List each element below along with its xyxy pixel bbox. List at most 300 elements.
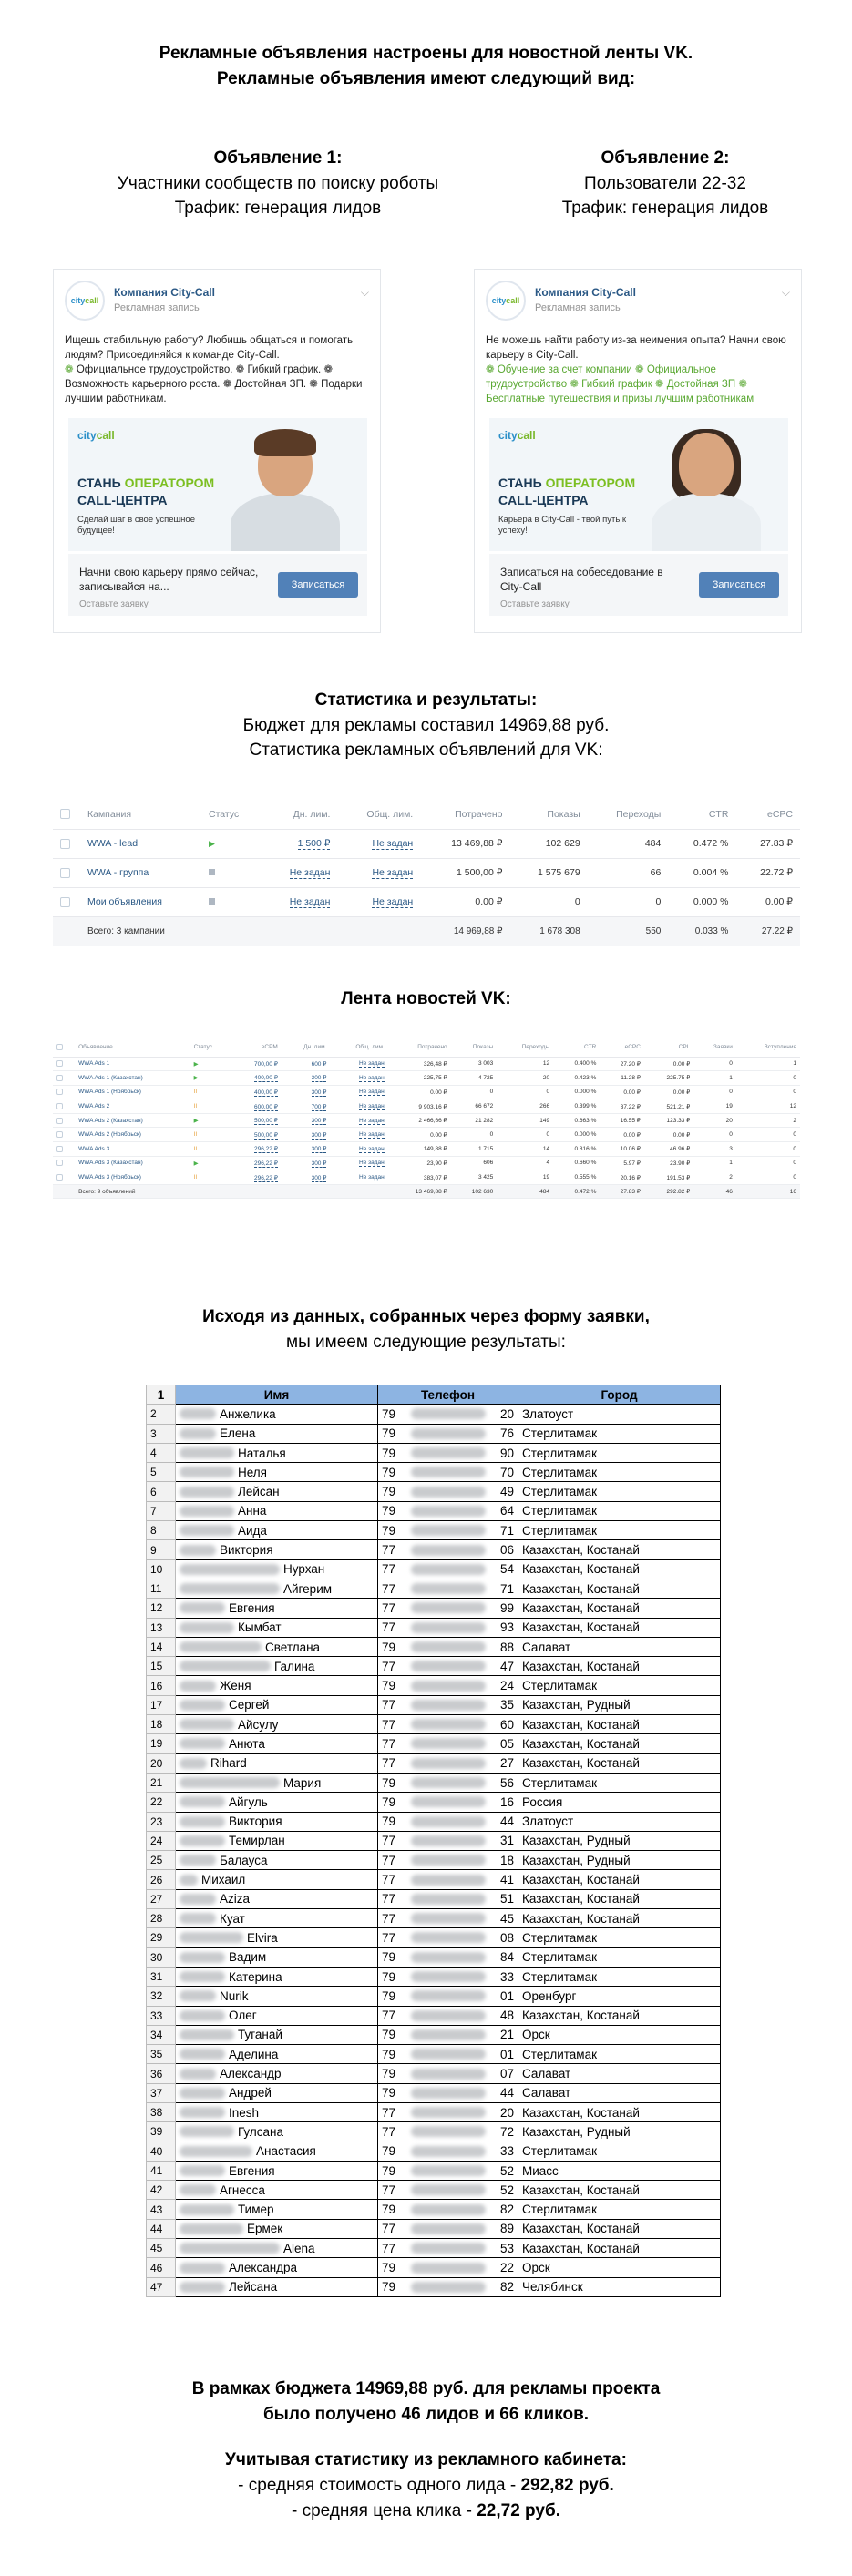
- table-row: [147, 2122, 721, 2142]
- row-number: 44: [147, 2219, 176, 2238]
- redacted-surname: [180, 1932, 243, 1943]
- ad-2-header: [469, 146, 852, 220]
- row-number: 2: [147, 1405, 176, 1424]
- feed-cell[interactable]: Не задан: [359, 1117, 385, 1124]
- feed-cell: 1: [729, 1160, 733, 1167]
- lead-city: Казахстан, Костанай: [518, 2006, 721, 2025]
- feed-cell: 123.33 ₽: [666, 1118, 691, 1125]
- feed-col-header[interactable]: Переходы: [497, 1038, 553, 1057]
- col-ctr[interactable]: CTR: [668, 800, 735, 829]
- cta-text: Начни свою карьеру прямо сейчас, записывайся на...: [79, 566, 259, 593]
- play-icon[interactable]: ▶: [193, 1118, 199, 1125]
- feed-cell[interactable]: WWA Ads 3 (Ноябрьск): [78, 1174, 141, 1181]
- feed-cell: 37.22 ₽: [620, 1103, 641, 1110]
- feed-col-header[interactable]: CPL: [644, 1038, 693, 1057]
- campaign-link[interactable]: WWA - lead: [87, 838, 139, 849]
- day-limit-value[interactable]: 1 500 ₽: [297, 838, 331, 849]
- table-row: [147, 2045, 721, 2064]
- feed-col-header[interactable]: еCPM: [231, 1038, 281, 1057]
- feed-cell: 1: [793, 1060, 796, 1068]
- row-number: 45: [147, 2239, 176, 2258]
- table-row[interactable]: [53, 858, 800, 887]
- row-number: 37: [147, 2083, 176, 2102]
- redacted-surname: [180, 1719, 234, 1730]
- total-clicks: 550: [588, 916, 669, 946]
- feed-cell[interactable]: 300 ₽: [311, 1160, 327, 1167]
- total-limit-value[interactable]: Не задан: [372, 867, 414, 878]
- total-ecpc: 27.22 ₽: [735, 916, 800, 946]
- feed-cell[interactable]: 400,00 ₽: [254, 1075, 278, 1082]
- table-row[interactable]: [53, 887, 800, 916]
- city-call-logo[interactable]: citycall: [486, 281, 526, 321]
- table-row[interactable]: [53, 1170, 800, 1185]
- table-row[interactable]: [53, 1128, 800, 1142]
- row-number: 22: [147, 1793, 176, 1812]
- feed-cell[interactable]: 700 ₽: [311, 1103, 327, 1110]
- lead-phone: 77 47: [382, 1659, 514, 1673]
- table-row: [147, 2142, 721, 2161]
- lead-phone: 77 60: [382, 1717, 514, 1732]
- feed-cell[interactable]: 296,22 ₽: [254, 1160, 278, 1167]
- feed-cell[interactable]: 500,00 ₽: [254, 1118, 278, 1125]
- ad-1-audience: Участники сообществ по поиску роботы: [117, 174, 439, 193]
- play-icon[interactable]: ▶: [193, 1060, 199, 1068]
- row-checkbox[interactable]: [56, 1174, 63, 1181]
- lead-phone: 77 27: [382, 1756, 514, 1771]
- table-row[interactable]: [53, 1142, 800, 1157]
- pause-icon[interactable]: II: [193, 1103, 198, 1110]
- lead-city: Оренбург: [518, 1987, 721, 2006]
- lead-name: Мария: [283, 1775, 322, 1790]
- feed-cell: 4 725: [478, 1074, 494, 1081]
- vk-ad-text: [65, 333, 369, 406]
- lead-city: Челябинск: [518, 2277, 721, 2296]
- campaign-link[interactable]: WWA - группа: [87, 867, 149, 878]
- row-number: 23: [147, 1812, 176, 1831]
- row-number: 34: [147, 2025, 176, 2044]
- lead-city: Казахстан, Костанай: [518, 2102, 721, 2121]
- feed-cell[interactable]: WWA Ads 1 (Ноябрьск): [78, 1089, 141, 1096]
- row-checkbox[interactable]: [60, 897, 70, 907]
- row-checkbox[interactable]: [56, 1075, 63, 1081]
- table-row[interactable]: [53, 829, 800, 858]
- feed-cell[interactable]: 300 ₽: [311, 1075, 327, 1082]
- paused-icon[interactable]: [209, 898, 215, 905]
- feed-cell[interactable]: WWA Ads 2: [78, 1103, 110, 1110]
- feed-cell: 0.423 %: [574, 1074, 597, 1081]
- total-spent: 14 969,88 ₽: [420, 916, 509, 946]
- table-row: [147, 1482, 721, 1501]
- total-limit-value[interactable]: Не задан: [372, 896, 414, 907]
- cell-ctr: 0.004 %: [668, 858, 735, 887]
- cell-spent: 0.00 ₽: [420, 887, 509, 916]
- feed-cell[interactable]: 600 ₽: [311, 1060, 327, 1068]
- lead-name: Агнесса: [220, 2182, 265, 2197]
- table-row: [147, 2239, 721, 2258]
- table-row: [147, 1793, 721, 1812]
- redacted-phone: [411, 1467, 486, 1477]
- table-row: [147, 1521, 721, 1540]
- row-number: 15: [147, 1657, 176, 1676]
- redacted-surname: [180, 1835, 225, 1846]
- ad-2-title: Объявление 2:: [601, 148, 730, 168]
- redacted-phone: [411, 1622, 486, 1633]
- feed-cell[interactable]: Не задан: [359, 1074, 385, 1081]
- feed-cell[interactable]: WWA Ads 2 (Казахстан): [78, 1117, 143, 1124]
- lead-name: Светлана: [265, 1640, 321, 1654]
- feed-cell[interactable]: 296,22 ₽: [254, 1146, 278, 1153]
- row-checkbox[interactable]: [60, 839, 70, 849]
- select-all-checkbox[interactable]: [60, 809, 70, 819]
- feed-heading: Лента новостей VK:: [341, 989, 511, 1008]
- feed-cell[interactable]: Не задан: [359, 1103, 385, 1110]
- ad-1-header: [82, 146, 474, 220]
- lead-city: Стерлитамак: [518, 1443, 721, 1462]
- table-row[interactable]: [53, 1085, 800, 1099]
- row-number: 25: [147, 1851, 176, 1870]
- col-total-limit[interactable]: Общ. лим.: [337, 800, 420, 829]
- row-checkbox[interactable]: [56, 1089, 63, 1095]
- table-row: [147, 1599, 721, 1618]
- vk-ad-header: [65, 281, 369, 322]
- feed-cell: 0.00 ₽: [623, 1089, 641, 1096]
- feed-total-cell: 0.472 %: [553, 1184, 600, 1199]
- row-checkbox[interactable]: [56, 1060, 63, 1067]
- redacted-surname: [180, 2223, 243, 2234]
- play-icon[interactable]: ▶: [193, 1160, 199, 1167]
- feed-cell[interactable]: Не задан: [359, 1089, 385, 1096]
- leads-heading-block: [0, 1304, 852, 1354]
- redacted-phone: [411, 1525, 486, 1536]
- feed-cell[interactable]: 600,00 ₽: [254, 1103, 278, 1110]
- feed-total-cell: Всего: 9 объявлений: [75, 1184, 190, 1199]
- cell-shows: 1 575 679: [509, 858, 587, 887]
- feed-total-cell: 46: [693, 1184, 736, 1199]
- lead-phone: 77 51: [382, 1892, 514, 1906]
- pause-icon[interactable]: II: [193, 1131, 198, 1139]
- feed-cell[interactable]: WWA Ads 3 (Казахстан): [78, 1160, 143, 1167]
- cell-clicks: 66: [588, 858, 669, 887]
- feed-cell: 191.53 ₽: [666, 1174, 691, 1181]
- feed-cell[interactable]: 500,00 ₽: [254, 1131, 278, 1139]
- ad-2-audience: Пользователи 22-32: [584, 174, 746, 193]
- redacted-surname: [180, 2088, 225, 2099]
- feed-cell: 2: [793, 1117, 796, 1124]
- pause-icon[interactable]: II: [193, 1145, 198, 1152]
- redacted-surname: [180, 1661, 271, 1671]
- table-row: [147, 2258, 721, 2277]
- col-shows[interactable]: Показы: [509, 800, 587, 829]
- feed-cell: 21 282: [475, 1117, 494, 1124]
- vk-company-name[interactable]: Компания City-Call: [535, 286, 636, 299]
- total-shows: 1 678 308: [509, 916, 587, 946]
- vk-ad-banner[interactable]: [489, 418, 788, 551]
- cell-shows: 102 629: [509, 829, 587, 858]
- lead-phone: 77 45: [382, 1911, 514, 1926]
- play-icon[interactable]: ▶: [193, 1075, 199, 1082]
- redacted-phone: [411, 1932, 486, 1943]
- row-checkbox[interactable]: [60, 868, 70, 878]
- redacted-phone: [411, 1719, 486, 1730]
- table-row: [147, 1676, 721, 1695]
- lead-city: Казахстан, Костанай: [518, 1715, 721, 1734]
- chevron-down-icon[interactable]: ⌵: [781, 286, 790, 299]
- lead-phone: 79 82: [382, 2203, 514, 2217]
- lead-name: Айгуль: [229, 1794, 268, 1809]
- row-number: 17: [147, 1695, 176, 1714]
- redacted-surname: [180, 1855, 216, 1866]
- lead-name: Александр: [220, 2067, 282, 2081]
- feed-col-header[interactable]: Заявки: [693, 1038, 736, 1057]
- row-number: 20: [147, 1753, 176, 1773]
- redacted-phone: [411, 2282, 486, 2293]
- vk-company-name[interactable]: Компания City-Call: [114, 286, 215, 299]
- col-campaign[interactable]: Кампания: [80, 800, 201, 829]
- feed-cell[interactable]: Не задан: [359, 1160, 385, 1167]
- operator-photo: [652, 433, 761, 551]
- redacted-phone: [411, 1758, 486, 1769]
- feed-cell[interactable]: 300 ₽: [311, 1118, 327, 1125]
- lead-name: Гулсана: [238, 2124, 283, 2139]
- pause-icon[interactable]: II: [193, 1089, 198, 1096]
- feed-cell: 1: [729, 1074, 733, 1081]
- feed-col-header[interactable]: Потрачено: [388, 1038, 451, 1057]
- lead-name: Катерина: [229, 1969, 282, 1984]
- row-number: 16: [147, 1676, 176, 1695]
- feed-cell[interactable]: 300 ₽: [311, 1174, 327, 1181]
- stats-budget: Бюджет для рекламы составил 14969,88 руб.: [242, 716, 610, 735]
- day-limit-value[interactable]: Не задан: [289, 896, 331, 907]
- feed-cell: 0: [793, 1131, 796, 1139]
- feed-cell[interactable]: WWA Ads 1 (Казахстан): [78, 1074, 143, 1081]
- lead-phone: 79 44: [382, 2086, 514, 2101]
- col-ecpc[interactable]: eCPC: [735, 800, 800, 829]
- redacted-phone: [411, 2223, 486, 2234]
- lead-name: Александра: [229, 2261, 298, 2274]
- redacted-phone: [411, 1487, 486, 1498]
- feed-total-cell: [231, 1184, 281, 1199]
- row-checkbox[interactable]: [56, 1103, 63, 1109]
- table-row: [147, 2219, 721, 2238]
- signup-button[interactable]: Записаться: [699, 572, 779, 598]
- redacted-surname: [180, 1758, 207, 1769]
- feed-cell: 10.06 ₽: [620, 1146, 641, 1153]
- banner-subtitle: Карьера в City-Call - твой путь к успеху!: [498, 515, 627, 536]
- feed-cell[interactable]: 300 ₽: [311, 1131, 327, 1139]
- lead-city: Стерлитамак: [518, 1676, 721, 1695]
- feed-cell[interactable]: 296,22 ₽: [254, 1174, 278, 1181]
- lead-city: Салават: [518, 1637, 721, 1656]
- vk-ad-banner[interactable]: [68, 418, 367, 551]
- redacted-phone: [411, 1447, 486, 1458]
- leads-heading-2: мы имеем следующие результаты:: [286, 1333, 566, 1352]
- lead-city: Казахстан, Костанай: [518, 2239, 721, 2258]
- feed-cell[interactable]: Не задан: [359, 1131, 385, 1139]
- table-row[interactable]: [53, 1113, 800, 1128]
- stats-subtitle: Статистика рекламных объявлений для VK:: [249, 741, 603, 760]
- lead-phone: 77 08: [382, 1930, 514, 1945]
- row-checkbox[interactable]: [56, 1160, 63, 1166]
- feed-total-cell: 16: [736, 1184, 800, 1199]
- feed-cell[interactable]: WWA Ads 2 (Ноябрьск): [78, 1131, 141, 1139]
- lead-phone: 77 53: [382, 2241, 514, 2255]
- feed-col-header[interactable]: CTR: [553, 1038, 600, 1057]
- redacted-phone: [411, 1661, 486, 1671]
- lead-city: Казахстан, Костанай: [518, 1618, 721, 1637]
- col-spent[interactable]: Потрачено: [420, 800, 509, 829]
- feed-cell: 5.97 ₽: [623, 1160, 641, 1167]
- table-row[interactable]: [53, 1099, 800, 1114]
- feed-cell[interactable]: 700,00 ₽: [254, 1060, 278, 1068]
- summary-line-3: Учитывая статистику из рекламного кабинета:: [225, 2450, 627, 2469]
- feed-col-header[interactable]: Показы: [451, 1038, 498, 1057]
- row-checkbox[interactable]: [56, 1118, 63, 1124]
- vk-ad-text-2: Официальное трудоустройство. ❁ Гибкий график. ❁ Возможность карьерного роста. ❁ Достойная ЗП. ❁ Подарки лучшим работникам.: [65, 364, 363, 404]
- table-total-row: [53, 1184, 800, 1199]
- lead-city: Стерлитамак: [518, 1773, 721, 1792]
- feed-cell[interactable]: 300 ₽: [311, 1146, 327, 1153]
- feed-cell: 23,90 ₽: [426, 1160, 447, 1167]
- feed-cell: 19: [542, 1174, 550, 1181]
- total-limit-value[interactable]: Не задан: [372, 838, 414, 849]
- feed-cell[interactable]: WWA Ads 3: [78, 1145, 110, 1152]
- paused-icon[interactable]: [209, 869, 215, 875]
- feed-col-header[interactable]: Общ. лим.: [330, 1038, 387, 1057]
- lead-phone: 79 01: [382, 1988, 514, 2003]
- col-day-limit[interactable]: Дн. лим.: [262, 800, 338, 829]
- col-clicks[interactable]: Переходы: [588, 800, 669, 829]
- lead-name: Елена: [220, 1426, 256, 1441]
- table-row[interactable]: [53, 1057, 800, 1071]
- col-phone: Телефон: [378, 1385, 518, 1405]
- lead-city: Казахстан, Костанай: [518, 1599, 721, 1618]
- feed-total-cell: 27.83 ₽: [600, 1184, 644, 1199]
- row-number: 47: [147, 2277, 176, 2296]
- lead-city: Казахстан, Костанай: [518, 1734, 721, 1753]
- feed-cell: 20: [725, 1117, 733, 1124]
- cell-ctr: 0.000 %: [668, 887, 735, 916]
- table-row: [147, 1812, 721, 1831]
- row-checkbox[interactable]: [56, 1146, 63, 1152]
- feed-cell: 0.663 %: [574, 1117, 597, 1124]
- feed-cell[interactable]: Не задан: [359, 1174, 385, 1181]
- table-row: [147, 1559, 721, 1579]
- redacted-phone: [411, 1681, 486, 1692]
- row-number: 43: [147, 2200, 176, 2219]
- table-row: [147, 1947, 721, 1967]
- lead-city: Орск: [518, 2025, 721, 2044]
- feed-cell: 0.00 ₽: [672, 1060, 691, 1068]
- campaign-link[interactable]: Мои объявления: [87, 896, 162, 907]
- select-all-checkbox[interactable]: [56, 1044, 63, 1050]
- redacted-surname: [180, 1583, 280, 1594]
- lead-phone: 79 56: [382, 1775, 514, 1790]
- intro-block: [0, 41, 852, 92]
- summary-line-1: В рамках бюджета 14969,88 руб. для рекламы проекта: [191, 2379, 661, 2398]
- vk-ad-text-1: Не можешь найти работу из-за неимения опыта? Начни свою карьеру в City-Call.: [486, 335, 786, 361]
- redacted-surname: [180, 2282, 225, 2293]
- vk-record-label: Рекламная запись: [535, 302, 621, 313]
- lead-phone: 79 82: [382, 2280, 514, 2295]
- table-row: [147, 1753, 721, 1773]
- row-checkbox[interactable]: [56, 1131, 63, 1138]
- row-number: 24: [147, 1831, 176, 1850]
- row-number: 6: [147, 1482, 176, 1501]
- cta-text: Записаться на собеседование в City-Call: [500, 566, 663, 593]
- feed-cell[interactable]: WWA Ads 1: [78, 1060, 110, 1068]
- banner-logo: citycall: [498, 429, 536, 442]
- feed-col-header[interactable]: Статус: [190, 1038, 232, 1057]
- feed-cell: 12: [789, 1103, 796, 1110]
- banner-subtitle: Сделай шаг в свое успешное будущее!: [77, 515, 195, 536]
- lead-name: Михаил: [201, 1873, 246, 1887]
- feed-cell: 3 003: [478, 1060, 494, 1068]
- table-row[interactable]: [53, 1071, 800, 1086]
- lead-city: Стерлитамак: [518, 1521, 721, 1540]
- feed-cell[interactable]: Не задан: [359, 1060, 385, 1068]
- feed-total-cell: [330, 1184, 387, 1199]
- signup-button[interactable]: Записаться: [278, 572, 358, 598]
- col-name: Имя: [176, 1385, 378, 1405]
- leads-table: [146, 1385, 721, 2297]
- redacted-surname: [180, 2263, 225, 2274]
- feed-col-header[interactable]: eCPC: [600, 1038, 644, 1057]
- feed-cell[interactable]: 300 ₽: [311, 1089, 327, 1096]
- lead-city: Стерлитамак: [518, 1947, 721, 1967]
- leads-heading-1: Исходя из данных, собранных через форму заявки,: [202, 1307, 650, 1326]
- feed-col-header[interactable]: Объявление: [75, 1038, 190, 1057]
- feed-cell: 14: [542, 1145, 550, 1152]
- table-row: [147, 1967, 721, 1986]
- play-icon[interactable]: ▶: [209, 839, 215, 848]
- redacted-phone: [411, 1408, 486, 1419]
- city-call-logo[interactable]: citycall: [65, 281, 105, 321]
- col-status[interactable]: Статус: [201, 800, 262, 829]
- redacted-surname: [180, 2243, 280, 2254]
- ad-1-traffic: Трафик: генерация лидов: [174, 199, 382, 218]
- redacted-surname: [180, 2126, 234, 2137]
- feed-cell: 0: [489, 1131, 494, 1139]
- feed-cell[interactable]: 400,00 ₽: [254, 1089, 278, 1096]
- table-row[interactable]: [53, 1156, 800, 1170]
- chevron-down-icon[interactable]: ⌵: [360, 286, 369, 299]
- lead-city: Казахстан, Костанай: [518, 1579, 721, 1598]
- table-header-row: [53, 800, 800, 829]
- redacted-surname: [180, 1875, 198, 1886]
- redacted-surname: [180, 2204, 234, 2215]
- feed-cell[interactable]: Не задан: [359, 1145, 385, 1152]
- day-limit-value[interactable]: Не задан: [289, 867, 331, 878]
- table-row: [147, 1831, 721, 1850]
- redacted-surname: [180, 1467, 234, 1477]
- feed-cell: 66 672: [475, 1103, 494, 1110]
- feed-col-header[interactable]: Вступления: [736, 1038, 800, 1057]
- feed-cell: 1 715: [478, 1145, 494, 1152]
- table-row: [147, 2064, 721, 2083]
- clover-icon: ❁: [65, 364, 77, 375]
- feed-cell: 266: [539, 1103, 550, 1110]
- lead-phone: 77 54: [382, 1562, 514, 1577]
- lead-city: Казахстан, Костанай: [518, 1889, 721, 1908]
- feed-cell: 4: [546, 1160, 550, 1167]
- lead-name: Аида: [238, 1523, 267, 1538]
- intro-line-2: Рекламные объявления имеют следующий вид:: [216, 69, 636, 88]
- feed-cell: 3: [729, 1145, 733, 1152]
- pause-icon[interactable]: II: [193, 1174, 198, 1181]
- lead-name: Женя: [220, 1679, 251, 1693]
- feed-col-header[interactable]: Дн. лим.: [282, 1038, 331, 1057]
- redacted-phone: [411, 2263, 486, 2274]
